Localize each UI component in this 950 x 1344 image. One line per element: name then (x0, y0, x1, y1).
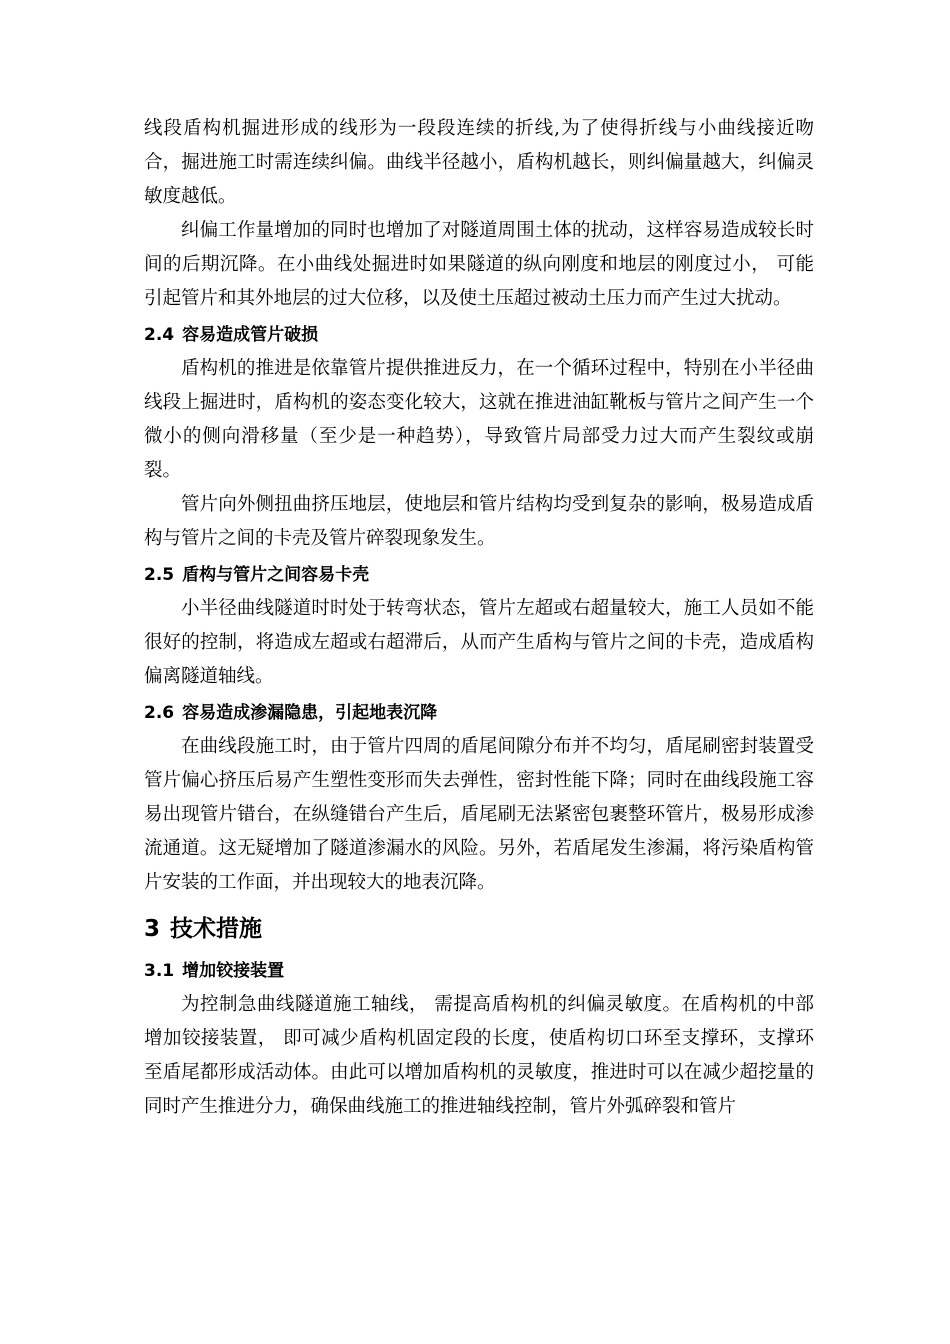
section-number: 2.6 (144, 703, 175, 723)
paragraph: 线段盾构机掘进形成的线形为一段段连续的折线,为了使得折线与小曲线接近吻合，掘进施工时需连续纠偏。曲线半径越小，盾构机越长，则纠偏量越大，纠偏灵敏度越低。 (144, 118, 814, 207)
section-title: 盾构与管片之间容易卡壳 (182, 565, 370, 585)
section-heading-2-5 (144, 560, 814, 590)
chapter-number: 3 (144, 916, 161, 942)
section-number: 2.5 (144, 565, 175, 585)
chapter-title: 技术措施 (170, 916, 263, 942)
paragraph: 小半径曲线隧道时时处于转弯状态，管片左超或右超量较大，施工人员如不能很好的控制，将造成左超或右超滞后，从而产生盾构与管片之间的卡壳，造成盾构偏离隧道轴线。 (144, 598, 814, 687)
section-title: 容易造成管片破损 (182, 325, 319, 345)
paragraph: 管片向外侧扭曲挤压地层，使地层和管片结构均受到复杂的影响，极易造成盾构与管片之间的卡壳及管片碎裂现象发生。 (144, 494, 814, 549)
section-title: 容易造成渗漏隐患，引起地表沉降 (182, 703, 438, 723)
section-number: 3.1 (144, 961, 175, 981)
section-number: 2.4 (144, 325, 175, 345)
section-heading-2-6 (144, 698, 814, 728)
paragraph: 纠偏工作量增加的同时也增加了对隧道周围土体的扰动，这样容易造成较长时间的后期沉降。在小曲线处掘进时如果隧道的纵向刚度和地层的刚度过小， 可能引起管片和其外地层的过大位移，以及使土压超过被动土压力而产生过大扰动。 (144, 220, 814, 309)
paragraph: 盾构机的推进是依靠管片提供推进反力，在一个循环过程中，特别在小半径曲线段上掘进时，盾构机的姿态变化较大，这就在推进油缸靴板与管片之间产生一个微小的侧向滑移量（至少是一种趋势），导致管片局部受力过大而产生裂纹或崩裂。 (144, 358, 814, 481)
section-heading-3-1 (144, 956, 814, 986)
paragraph: 在曲线段施工时，由于管片四周的盾尾间隙分布并不均匀，盾尾刷密封装置受管片偏心挤压后易产生塑性变形而失去弹性，密封性能下降；同时在曲线段施工容易出现管片错台，在纵缝错台产生后，盾尾刷无法紧密包裹整环管片，极易形成渗流通道。这无疑增加了隧道渗漏水的风险。另外，若盾尾发生渗漏，将污染盾构管片安装的工作面，并出现较大的地表沉降。 (144, 736, 814, 893)
section-title: 增加铰接装置 (182, 961, 285, 981)
chapter-heading-3 (144, 910, 814, 948)
document-page (144, 112, 814, 1124)
paragraph: 为控制急曲线隧道施工轴线， 需提高盾构机的纠偏灵敏度。在盾构机的中部增加铰接装置， 即可减少盾构机固定段的长度，使盾构切口环至支撑环，支撑环至盾尾都形成活动体。由此可以增加盾构机的灵敏度，推进时可以在减少超挖量的同时产生推进分力，确保曲线施工的推进轴线控制，管片外弧碎裂和管片 (144, 994, 814, 1117)
section-heading-2-4 (144, 320, 814, 350)
